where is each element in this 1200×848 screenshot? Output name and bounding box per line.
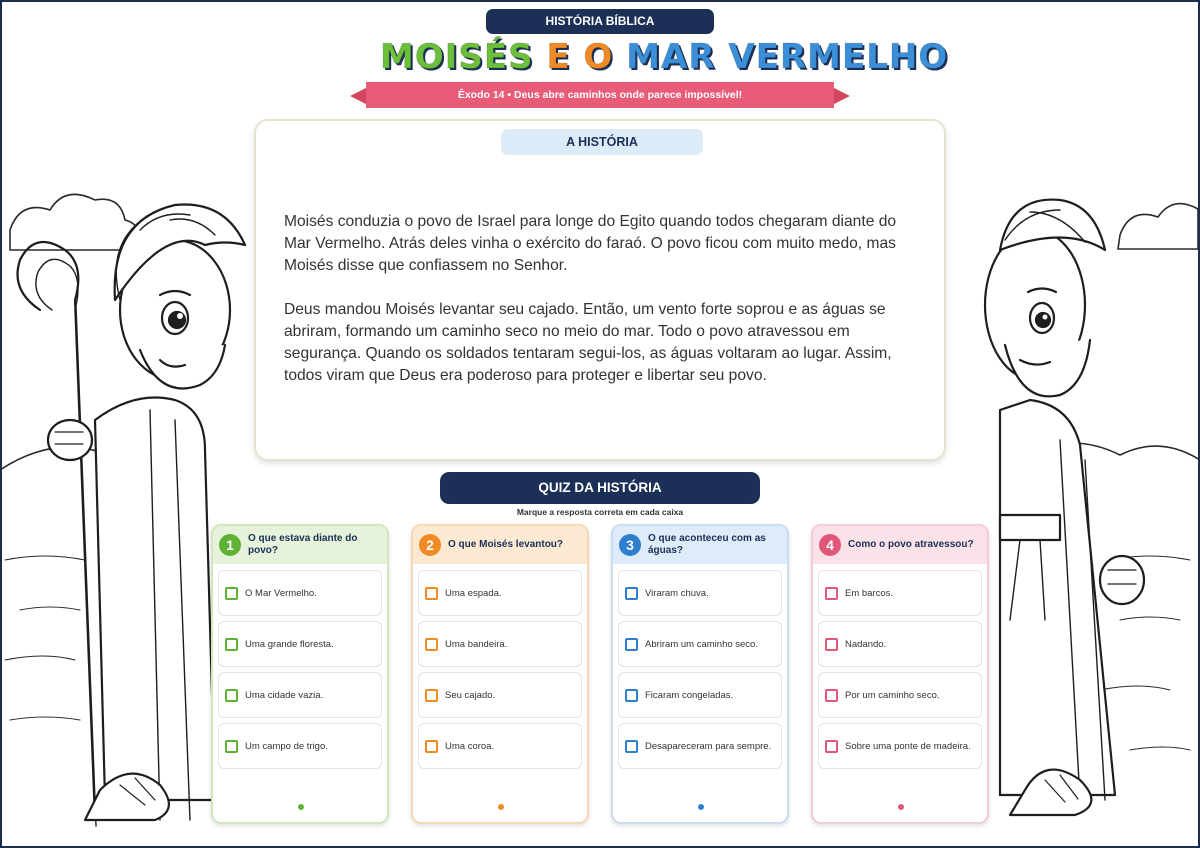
card-dot-decoration <box>498 804 504 810</box>
answer-option[interactable] <box>218 723 382 769</box>
answer-label: Seu cajado. <box>445 689 496 701</box>
answer-label: Uma coroa. <box>445 740 495 752</box>
question-header <box>213 526 387 564</box>
answer-checkbox[interactable] <box>225 689 238 702</box>
answer-checkbox[interactable] <box>225 587 238 600</box>
story-card <box>254 119 946 461</box>
question-number-badge: 4 <box>819 534 841 556</box>
question-number-badge: 3 <box>619 534 641 556</box>
question-number-badge: 2 <box>419 534 441 556</box>
answer-label: Nadando. <box>845 638 887 650</box>
answer-option[interactable] <box>218 621 382 667</box>
cloud-left <box>10 194 138 250</box>
question-header <box>813 526 987 564</box>
quiz-card-2 <box>411 524 589 824</box>
answer-checkbox[interactable] <box>225 638 238 651</box>
ribbon-tail-right <box>832 87 850 105</box>
answer-label: Por um caminho seco. <box>845 689 940 701</box>
answer-label: Uma grande floresta. <box>245 638 334 650</box>
answer-label: O Mar Vermelho. <box>245 587 317 599</box>
quiz-card-3 <box>611 524 789 824</box>
answer-label: Um campo de trigo. <box>245 740 328 752</box>
answer-label: Ficaram congeladas. <box>645 689 734 701</box>
answer-option[interactable] <box>818 621 982 667</box>
answer-checkbox[interactable] <box>425 689 438 702</box>
card-dot-decoration <box>898 804 904 810</box>
answer-label: Uma espada. <box>445 587 502 599</box>
answer-checkbox[interactable] <box>625 740 638 753</box>
answer-option[interactable] <box>618 723 782 769</box>
answer-checkbox[interactable] <box>625 587 638 600</box>
question-text: Como o povo atravessou? <box>848 539 974 550</box>
story-paragraph: Deus mandou Moisés levantar seu cajado. Então, um vento forte soprou e as águas se abriram, formando um caminho seco no meio do mar. Todo o povo atravessou em segurança. Quando os soldados tentaram segui-los, as águas voltaram ao lugar. Assim, todos viram que Deus era poderoso para proteger e libertar seu povo. <box>284 301 892 384</box>
quiz-title: QUIZ DA HISTÓRIA <box>440 472 760 504</box>
answer-option[interactable] <box>218 570 382 616</box>
reference-ribbon <box>350 82 850 108</box>
answer-option[interactable] <box>618 570 782 616</box>
answer-checkbox[interactable] <box>625 638 638 651</box>
answer-checkbox[interactable] <box>825 689 838 702</box>
question-text: O que Moisés levantou? <box>448 539 564 550</box>
card-dot-decoration <box>698 804 704 810</box>
quiz-card-1 <box>211 524 389 824</box>
cloud-right <box>1118 204 1198 249</box>
page-title <box>380 36 949 78</box>
answer-label: Desapareceram para sempre. <box>645 740 772 752</box>
answer-checkbox[interactable] <box>425 638 438 651</box>
quiz-card-4 <box>811 524 989 824</box>
question-header <box>413 526 587 564</box>
answer-checkbox[interactable] <box>625 689 638 702</box>
answer-option[interactable] <box>418 672 582 718</box>
answer-checkbox[interactable] <box>225 740 238 753</box>
answer-option[interactable] <box>218 672 382 718</box>
answer-option[interactable] <box>418 570 582 616</box>
answer-checkbox[interactable] <box>825 740 838 753</box>
question-number-badge: 1 <box>219 534 241 556</box>
answer-label: Abriram um caminho seco. <box>645 638 758 650</box>
answer-option[interactable] <box>818 570 982 616</box>
moses-line-art <box>985 200 1144 815</box>
answer-checkbox[interactable] <box>425 740 438 753</box>
answer-checkbox[interactable] <box>425 587 438 600</box>
question-text: O que aconteceu com as águas? <box>648 533 766 556</box>
story-text <box>284 211 924 387</box>
answer-checkbox[interactable] <box>825 638 838 651</box>
story-paragraph: Moisés conduzia o povo de Israel para longe do Egito quando todos chegaram diante do Mar Vermelho. Atrás deles vinha o exército do faraó. O povo ficou com muito medo, mas Moisés disse que confiassem no Senhor. <box>284 213 897 274</box>
answer-option[interactable] <box>418 621 582 667</box>
answer-checkbox[interactable] <box>825 587 838 600</box>
story-heading: A HISTÓRIA <box>501 129 703 155</box>
answer-label: Uma cidade vazia. <box>245 689 324 701</box>
title-word-mar-vermelho: MAR VERMELHO <box>626 37 949 77</box>
question-text: O que estava diante do povo? <box>248 533 358 556</box>
title-word-e-o: E O <box>546 37 614 77</box>
quiz-instruction: Marque a resposta correta em cada caixa <box>516 507 684 517</box>
title-word-moises: MOISÉS <box>380 37 534 77</box>
card-dot-decoration <box>298 804 304 810</box>
answer-label: Viraram chuva. <box>645 587 709 599</box>
bible-reference: Êxodo 14 • Deus abre caminhos onde parece impossível! <box>366 82 834 108</box>
answer-option[interactable] <box>818 672 982 718</box>
answer-label: Em barcos. <box>845 587 894 599</box>
question-header <box>613 526 787 564</box>
category-badge: HISTÓRIA BÍBLICA <box>486 9 714 34</box>
answer-option[interactable] <box>818 723 982 769</box>
answer-option[interactable] <box>618 672 782 718</box>
answer-option[interactable] <box>618 621 782 667</box>
answer-label: Uma bandeira. <box>445 638 508 650</box>
answer-option[interactable] <box>418 723 582 769</box>
answer-label: Sobre uma ponte de madeira. <box>845 740 971 752</box>
